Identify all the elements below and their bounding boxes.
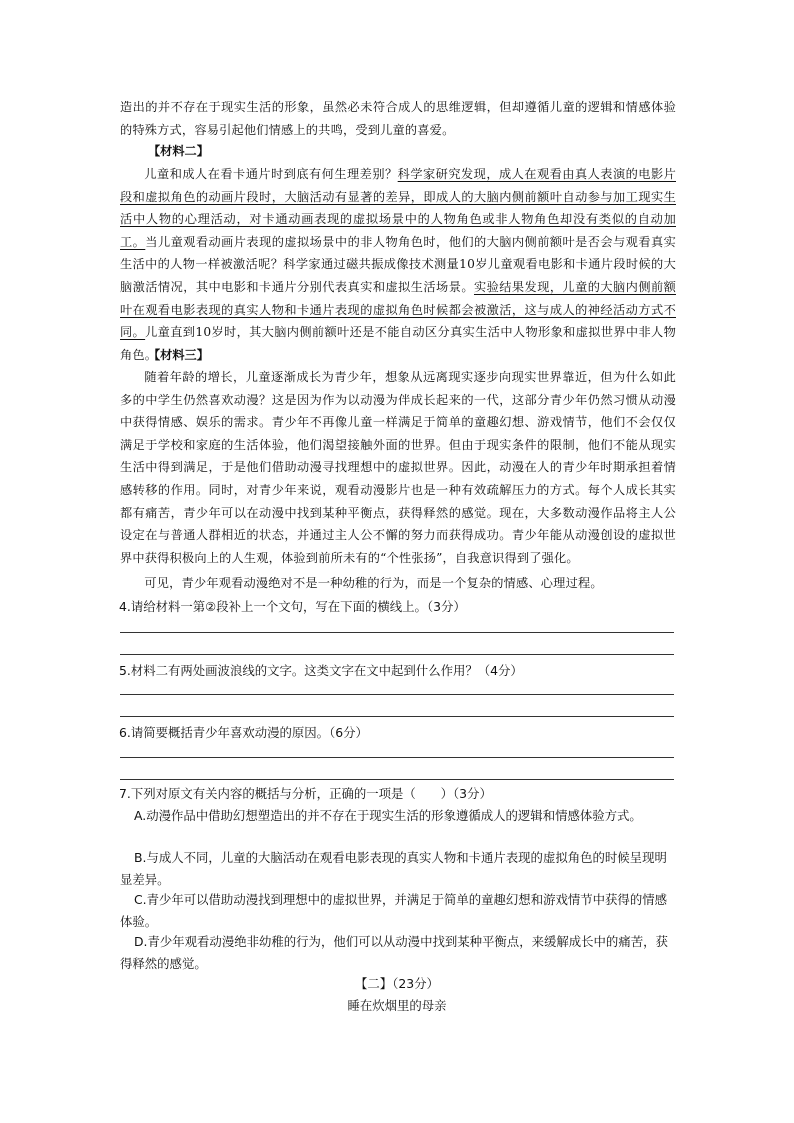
material2-text-2: 当儿童观看动画片表现的虚拟场景中的非人物角色时，他们的大脑内侧前额叶是否会与观看真实生活中的人物一样被激活呢？科学家通过磁共振成像技术测量10岁儿童观看电影和卡通片段时候的大脑激活情况，其中电影和卡通片分别代表真实和虚拟生活场景。 — [120, 234, 676, 294]
question-4: 4.请给材料一第②段补上一个文句，写在下面的横线上。（3分） — [119, 599, 466, 614]
answer-line-4b[interactable] — [120, 654, 674, 655]
q7-option-b[interactable]: B.与成人不同，儿童的大脑活动在观看电影表现的真实人物和卡通片表现的虚拟角色的时候呈现明显差异。 — [120, 850, 667, 888]
question-5: 5.材料二有两处画波浪线的文字。这类文字在文中起到什么作用？（4分） — [119, 663, 523, 678]
answer-line-5b[interactable] — [120, 716, 674, 717]
material2-paragraph — [120, 163, 676, 366]
material2-underlined-1: 科学家研究发现，成人在观看由真人表演的电影片段和虚拟角色的动画片段时，大脑活动有显著的差异，即成人的大脑内侧前额叶自动参与加工现实生活中人物的心理活动，对卡通动画表现的虚拟场景中的人物角色或非人物角色却没有类似的自动加工。 — [120, 167, 676, 249]
section2-title: 睡在炊烟里的母亲 — [347, 998, 447, 1013]
material2-text-3: 儿童直到10岁时，其大脑内侧前额叶还是不能自动区分真实生活中人物形象和虚拟世界中非人物角色。 — [120, 325, 676, 362]
answer-line-6a[interactable] — [120, 757, 674, 758]
question-6: 6.请简要概括青少年喜欢动漫的原因。（6分） — [119, 725, 368, 740]
material1-tail-paragraph: 造出的并不存在于现实生活的形象，虽然必未符合成人的思维逻辑，但却遵循儿童的逻辑和情感体验的特殊方式，容易引起他们情感上的共鸣，受到儿童的喜爱。 — [120, 100, 676, 137]
q7-option-a[interactable]: A.动漫作品中借助幻想塑造出的并不存在于现实生活的形象遵循成人的逻辑和情感体验方式。 — [134, 808, 642, 823]
q7-option-d[interactable]: D.青少年观看动漫绝非幼稚的行为，他们可以从动漫中找到某种平衡点，来缓解成长中的痛苦，获得释然的感觉。 — [120, 934, 668, 972]
material3-paragraph-1: 随着年龄的增长，儿童逐渐成长为青少年，想象从远离现实逐步向现实世界靠近，但为什么如此多的中学生仍然喜欢动漫？这是因为作为以动漫为伴成长起来的一代，这部分青少年仍然习惯从动漫中获得情感、娱乐的需求。青少年不再像儿童一样满足于简单的童趣幻想、游戏情节，他们不会仅仅满足于学校和家庭的生活体验，他们渴望接触外面的世界。但由于现实条件的限制，他们不能从现实生活中得到满足，于是他们借助动漫寻找理想中的虚拟世界。因此，动漫在人的青少年时期承担着情感转移的作用。同时，对青少年来说，观看动漫影片也是一种有效疏解压力的方式。每个人成长其实都有痛苦，青少年可以在动漫中找到某种平衡点，获得释然的感觉。现在，大多数动漫作品将主人公设定在与普通人群相近的状态，并通过主人公不懈的努力而获得成功。青少年能从动漫创设的虚拟世界中获得积极向上的人生观，体验到前所未有的“个性张扬”，自我意识得到了强化。 — [120, 370, 676, 565]
material2-heading: 【材料二】 — [148, 144, 209, 158]
material2-underlined-2: 实验结果发现，儿童的大脑内侧前额叶在观看电影表现的真实人物和卡通片表现的虚拟角色时候都会被激活，这与成人的神经活动方式不同。 — [120, 279, 676, 340]
section2-heading: 【二】（23分） — [355, 976, 439, 991]
question-7: 7.下列对原文有关内容的概括与分析，正确的一项是（ ）（3分） — [119, 786, 492, 801]
answer-line-4a[interactable] — [120, 632, 674, 633]
q7-option-c[interactable]: C.青少年可以借助动漫找到理想中的虚拟世界，并满足于简单的童趣幻想和游戏情节中获得的情感体验。 — [120, 892, 667, 930]
answer-line-6b[interactable] — [120, 779, 674, 780]
answer-line-5a[interactable] — [120, 694, 674, 695]
material3-paragraph-2: 可见，青少年观看动漫绝对不是一种幼稚的行为，而是一个复杂的情感、心理过程。 — [144, 576, 603, 590]
material2-text-1: 儿童和成人在看卡通片时到底有何生理差别？ — [144, 167, 398, 181]
material3-heading: 【材料三】 — [148, 348, 209, 362]
